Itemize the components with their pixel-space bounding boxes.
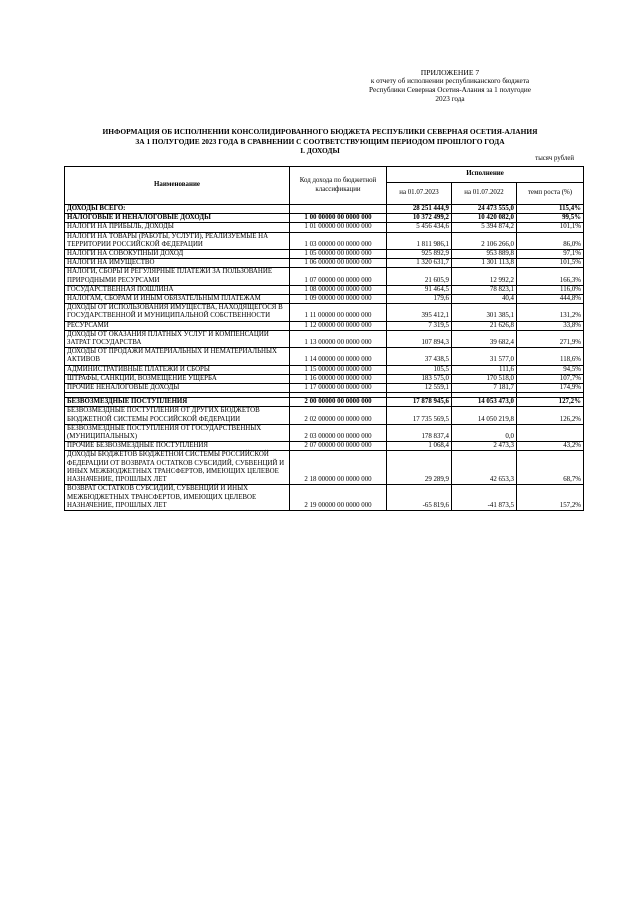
- row-code-cell: 2 00 00000 00 0000 000: [290, 398, 387, 407]
- header-execution: Исполнение: [387, 167, 584, 183]
- row-growth-cell: 115,4%: [517, 205, 584, 214]
- row-name-cell: НАЛОГИ НА СОВОКУПНЫЙ ДОХОД: [65, 250, 290, 259]
- row-2023-cell: 5 456 434,6: [387, 223, 452, 232]
- row-code-cell: 1 05 00000 00 0000 000: [290, 250, 387, 259]
- row-name-cell: АДМИНИСТРАТИВНЫЕ ПЛАТЕЖИ И СБОРЫ: [65, 365, 290, 374]
- row-name-cell: ПРОЧИЕ НЕНАЛОГОВЫЕ ДОХОДЫ: [65, 384, 290, 393]
- row-2022-cell: 5 394 874,2: [452, 223, 517, 232]
- row-code-cell: 1 01 00000 00 0000 000: [290, 223, 387, 232]
- row-2023-cell: 1 068,4: [387, 442, 452, 451]
- row-2023-cell: 7 319,5: [387, 321, 452, 330]
- row-code-cell: 1 15 00000 00 0000 000: [290, 365, 387, 374]
- row-growth-cell: 126,2%: [517, 407, 584, 424]
- row-2022-cell: 78 823,1: [452, 285, 517, 294]
- table-row: [65, 205, 584, 214]
- row-name-cell: НАЛОГИ НА ТОВАРЫ (РАБОТЫ, УСЛУГИ), РЕАЛИЗУЕМЫЕ НА ТЕРРИТОРИИ РОССИЙСКОЙ ФЕДЕРАЦИИ: [65, 232, 290, 249]
- header-growth: темп роста (%): [517, 183, 584, 205]
- row-code-cell: 1 12 00000 00 0000 000: [290, 321, 387, 330]
- table-body: [65, 205, 584, 511]
- row-code-cell: 1 17 00000 00 0000 000: [290, 384, 387, 393]
- table-row: [65, 330, 584, 347]
- row-2022-cell: 10 420 082,0: [452, 214, 517, 223]
- row-name-cell: НАЛОГИ НА ИМУЩЕСТВО: [65, 259, 290, 268]
- row-growth-cell: 97,1%: [517, 250, 584, 259]
- row-2023-cell: 28 251 444,9: [387, 205, 452, 214]
- row-growth-cell: 33,8%: [517, 321, 584, 330]
- row-2023-cell: 183 575,0: [387, 374, 452, 383]
- row-name-cell: НАЛОГАМ, СБОРАМ И ИНЫМ ОБЯЗАТЕЛЬНЫМ ПЛАТЕЖАМ: [65, 295, 290, 304]
- row-name-cell: ДОХОДЫ ОТ ИСПОЛЬЗОВАНИЯ ИМУЩЕСТВА, НАХОДЯЩЕГОСЯ В ГОСУДАРСТВЕННОЙ И МУНИЦИПАЛЬНОЙ СОБСТВЕННОСТИ: [65, 304, 290, 321]
- row-code-cell: 1 09 00000 00 0000 000: [290, 295, 387, 304]
- row-2023-cell: 17 878 945,6: [387, 398, 452, 407]
- row-2023-cell: 21 605,9: [387, 268, 452, 285]
- appendix-block: [325, 68, 575, 104]
- row-2023-cell: 178 837,4: [387, 424, 452, 441]
- row-2023-cell: 12 559,1: [387, 384, 452, 393]
- row-code-cell: 1 14 00000 00 0000 000: [290, 348, 387, 365]
- row-code-cell: 1 11 00000 00 0000 000: [290, 304, 387, 321]
- header-name: Наименование: [65, 167, 290, 205]
- row-growth-cell: 444,8%: [517, 295, 584, 304]
- table-row: [65, 295, 584, 304]
- row-2022-cell: 12 992,2: [452, 268, 517, 285]
- row-code-cell: 1 13 00000 00 0000 000: [290, 330, 387, 347]
- heading-line: ЗА 1 ПОЛУГОДИЕ 2023 ГОДА В СРАВНЕНИИ С СООТВЕТСТВУЮЩИМ ПЕРИОДОМ ПРОШЛОГО ГОДА: [135, 136, 505, 146]
- table-row: [65, 214, 584, 223]
- row-growth-cell: 131,2%: [517, 304, 584, 321]
- row-code-cell: [290, 205, 387, 214]
- row-growth-cell: 94,5%: [517, 365, 584, 374]
- header-2022: на 01.07.2022: [452, 183, 517, 205]
- row-2022-cell: 301 385,1: [452, 304, 517, 321]
- row-name-cell: БЕЗВОЗМЕЗДНЫЕ ПОСТУПЛЕНИЯ ОТ ГОСУДАРСТВЕННЫХ (МУНИЦИПАЛЬНЫХ): [65, 424, 290, 441]
- row-2023-cell: 925 892,9: [387, 250, 452, 259]
- row-2022-cell: 2 473,3: [452, 442, 517, 451]
- row-2022-cell: 14 053 473,0: [452, 398, 517, 407]
- table-row: [65, 451, 584, 485]
- row-2022-cell: 40,4: [452, 295, 517, 304]
- row-name-cell: ДОХОДЫ ОТ ОКАЗАНИЯ ПЛАТНЫХ УСЛУГ И КОМПЕНСАЦИИ ЗАТРАТ ГОСУДАРСТВА: [65, 330, 290, 347]
- row-growth-cell: 99,5%: [517, 214, 584, 223]
- row-growth-cell: 174,9%: [517, 384, 584, 393]
- table-row: [65, 485, 584, 511]
- row-code-cell: 2 18 00000 00 0000 000: [290, 451, 387, 485]
- row-2023-cell: 105,5: [387, 365, 452, 374]
- header-2023: на 01.07.2023: [387, 183, 452, 205]
- table-row: [65, 348, 584, 365]
- row-name-cell: БЕЗВОЗМЕЗДНЫЕ ПОСТУПЛЕНИЯ: [65, 398, 290, 407]
- row-growth-cell: 101,1%: [517, 223, 584, 232]
- appendix-line: Республики Северная Осетия-Алания за 1 полугодие: [369, 86, 531, 94]
- row-2022-cell: -41 873,5: [452, 485, 517, 511]
- row-growth-cell: 271,9%: [517, 330, 584, 347]
- table-row: [65, 259, 584, 268]
- table-row: [65, 223, 584, 232]
- table-row: [65, 398, 584, 407]
- appendix-line: 2023 года: [435, 95, 465, 103]
- table-row: [65, 384, 584, 393]
- row-2023-cell: 107 894,3: [387, 330, 452, 347]
- row-code-cell: 2 07 00000 00 0000 000: [290, 442, 387, 451]
- row-2022-cell: 24 473 555,0: [452, 205, 517, 214]
- row-growth-cell: 43,2%: [517, 442, 584, 451]
- row-name-cell: НАЛОГИ, СБОРЫ И РЕГУЛЯРНЫЕ ПЛАТЕЖИ ЗА ПОЛЬЗОВАНИЕ ПРИРОДНЫМИ РЕСУРСАМИ: [65, 268, 290, 285]
- row-code-cell: 1 06 00000 00 0000 000: [290, 259, 387, 268]
- row-code-cell: 2 19 00000 00 0000 000: [290, 485, 387, 511]
- row-growth-cell: 166,3%: [517, 268, 584, 285]
- row-name-cell: ШТРАФЫ, САНКЦИИ, ВОЗМЕЩЕНИЕ УЩЕРБА: [65, 374, 290, 383]
- table-row: [65, 285, 584, 294]
- row-2023-cell: 1 811 986,1: [387, 232, 452, 249]
- row-name-cell: ДОХОДЫ БЮДЖЕТОВ БЮДЖЕТНОЙ СИСТЕМЫ РОССИЙСКОЙ ФЕДЕРАЦИИ ОТ ВОЗВРАТА ОСТАТКОВ СУБСИДИЙ, СУБВЕНЦИЙ И ИНЫХ МЕЖБЮДЖЕТНЫХ ТРАНСФЕРТОВ, ИМЕЮЩИХ ЦЕЛЕВОЕ НАЗНАЧЕНИЕ, ПРОШЛЫХ ЛЕТ: [65, 451, 290, 485]
- row-2022-cell: 170 518,0: [452, 374, 517, 383]
- section-title: I. ДОХОДЫ: [300, 146, 340, 155]
- row-growth-cell: 127,2%: [517, 398, 584, 407]
- heading-line: ИНФОРМАЦИЯ ОБ ИСПОЛНЕНИИ КОНСОЛИДИРОВАННОГО БЮДЖЕТА РЕСПУБЛИКИ СЕВЕРНАЯ ОСЕТИЯ-АЛАНИЯ: [102, 127, 538, 136]
- row-2022-cell: 7 181,7: [452, 384, 517, 393]
- row-2022-cell: 2 106 266,0: [452, 232, 517, 249]
- row-name-cell: ПРОЧИЕ БЕЗВОЗМЕЗДНЫЕ ПОСТУПЛЕНИЯ: [65, 442, 290, 451]
- row-name-cell: ВОЗВРАТ ОСТАТКОВ СУБСИДИЙ, СУБВЕНЦИЙ И ИНЫХ МЕЖБЮДЖЕТНЫХ ТРАНСФЕРТОВ, ИМЕЮЩИХ ЦЕЛЕВОЕ НАЗНАЧЕНИЕ, ПРОШЛЫХ ЛЕТ: [65, 485, 290, 511]
- units-label: тысяч рублей: [535, 155, 574, 162]
- row-code-cell: 2 02 00000 00 0000 000: [290, 407, 387, 424]
- row-code-cell: 1 08 00000 00 0000 000: [290, 285, 387, 294]
- revenue-table: [64, 166, 584, 511]
- table-row: [65, 250, 584, 259]
- row-growth-cell: [517, 424, 584, 441]
- row-name-cell: ДОХОДЫ ОТ ПРОДАЖИ МАТЕРИАЛЬНЫХ И НЕМАТЕРИАЛЬНЫХ АКТИВОВ: [65, 348, 290, 365]
- row-2023-cell: 395 412,1: [387, 304, 452, 321]
- row-code-cell: 1 03 00000 00 0000 000: [290, 232, 387, 249]
- row-name-cell: НАЛОГИ НА ПРИБЫЛЬ, ДОХОДЫ: [65, 223, 290, 232]
- document-heading: [60, 127, 580, 156]
- table-row: [65, 268, 584, 285]
- row-growth-cell: 86,0%: [517, 232, 584, 249]
- table-row: [65, 304, 584, 321]
- row-2023-cell: 29 289,9: [387, 451, 452, 485]
- table-row: [65, 232, 584, 249]
- row-2022-cell: 42 653,3: [452, 451, 517, 485]
- row-code-cell: 2 03 00000 00 0000 000: [290, 424, 387, 441]
- row-code-cell: 1 16 00000 00 0000 000: [290, 374, 387, 383]
- row-code-cell: 1 07 00000 00 0000 000: [290, 268, 387, 285]
- row-name-cell: НАЛОГОВЫЕ И НЕНАЛОГОВЫЕ ДОХОДЫ: [65, 214, 290, 223]
- table-row: [65, 321, 584, 330]
- row-growth-cell: 101,5%: [517, 259, 584, 268]
- row-2023-cell: 179,6: [387, 295, 452, 304]
- table-row: [65, 374, 584, 383]
- row-2023-cell: 91 464,5: [387, 285, 452, 294]
- row-2023-cell: 37 438,5: [387, 348, 452, 365]
- row-name-cell: БЕЗВОЗМЕЗДНЫЕ ПОСТУПЛЕНИЯ ОТ ДРУГИХ БЮДЖЕТОВ БЮДЖЕТНОЙ СИСТЕМЫ РОССИЙСКОЙ ФЕДЕРАЦИИ: [65, 407, 290, 424]
- header-code: Код дохода по бюджетной классификации: [290, 167, 387, 205]
- row-2023-cell: 10 372 499,2: [387, 214, 452, 223]
- row-2022-cell: 0,0: [452, 424, 517, 441]
- row-2023-cell: 17 735 569,5: [387, 407, 452, 424]
- table-row: [65, 424, 584, 441]
- row-2022-cell: 1 301 113,8: [452, 259, 517, 268]
- row-name-cell: ГОСУДАРСТВЕННАЯ ПОШЛИНА: [65, 285, 290, 294]
- row-2022-cell: 14 050 219,8: [452, 407, 517, 424]
- row-growth-cell: 116,0%: [517, 285, 584, 294]
- row-2023-cell: 1 320 631,7: [387, 259, 452, 268]
- row-growth-cell: 118,6%: [517, 348, 584, 365]
- row-growth-cell: 68,7%: [517, 451, 584, 485]
- row-name-cell: РЕСУРСАМИ: [65, 321, 290, 330]
- row-2023-cell: -65 819,6: [387, 485, 452, 511]
- row-growth-cell: 157,2%: [517, 485, 584, 511]
- row-2022-cell: 21 626,8: [452, 321, 517, 330]
- row-2022-cell: 111,6: [452, 365, 517, 374]
- appendix-title: ПРИЛОЖЕНИЕ 7: [420, 68, 480, 77]
- row-2022-cell: 953 889,8: [452, 250, 517, 259]
- appendix-line: к отчету об исполнении республиканского бюджета: [370, 77, 530, 85]
- row-2022-cell: 39 682,4: [452, 330, 517, 347]
- row-code-cell: 1 00 00000 00 0000 000: [290, 214, 387, 223]
- table-row: [65, 442, 584, 451]
- table-row: [65, 365, 584, 374]
- row-growth-cell: 107,7%: [517, 374, 584, 383]
- row-2022-cell: 31 577,0: [452, 348, 517, 365]
- row-name-cell: ДОХОДЫ ВСЕГО:: [65, 205, 290, 214]
- table-row: [65, 407, 584, 424]
